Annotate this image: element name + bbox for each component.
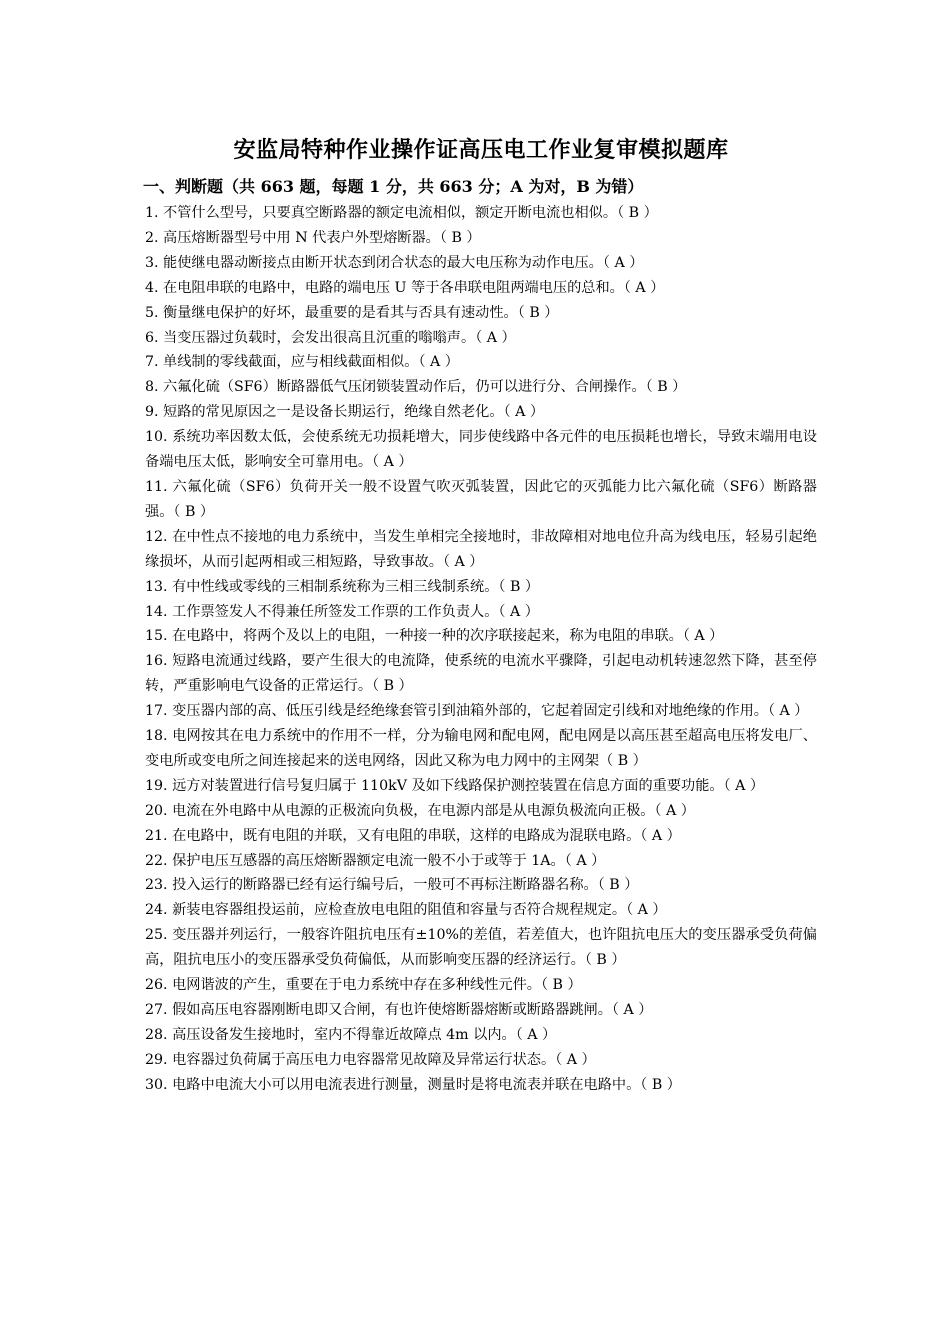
question-item: 11. 六氟化硫（SF6）负荷开关一般不设置气吹灭弧装置，因此它的灭弧能力比六氟化硫（SF6）断路器强。（ B ） bbox=[145, 478, 817, 520]
question-item: 27. 假如高压电容器刚断电即又合闸，有也许使熔断器熔断或断路器跳闸。（ A ） bbox=[145, 1002, 653, 1018]
question-item: 10. 系统功率因数太低，会使系统无功损耗增大，同步使线路中各元件的电压损耗也增长，导致末端用电设备端电压太低，影响安全可靠用电。（ A ） bbox=[145, 429, 817, 471]
question-item: 5. 衡量继电保护的好坏，最重要的是看其与否具有速动性。（ B ） bbox=[145, 304, 559, 321]
question-item: 23. 投入运行的断路器已经有运行编号后，一般可不再标注断路器名称。（ B ） bbox=[145, 877, 639, 894]
question-item: 29. 电容器过负荷属于高压电力电容器常见故障及异常运行状态。（ A ） bbox=[145, 1051, 596, 1068]
question-item: 2. 高压熔断器型号中用 N 代表户外型熔断器。（ B ） bbox=[145, 229, 481, 246]
question-item: 7. 单线制的零线截面，应与相线截面相似。（ A ） bbox=[145, 354, 459, 371]
question-item: 28. 高压设备发生接地时，室内不得靠近故障点 4m 以内。（ A ） bbox=[145, 1026, 557, 1043]
section-heading: 一、判断题（共 663 题，每题 1 分，共 663 分；A 为对，B 为错） bbox=[143, 177, 644, 196]
question-item: 22. 保护电压互感器的高压熔断器额定电流一般不小于或等于 1A。（ A ） bbox=[145, 852, 606, 869]
question-item: 8. 六氟化硫（SF6）断路器低气压闭锁装置动作后，仍可以进行分、合闸操作。（ B ） bbox=[145, 379, 687, 396]
question-item: 21. 在电路中，既有电阻的并联，又有电阻的串联，这样的电路成为混联电路。（ A ） bbox=[145, 827, 681, 844]
question-item: 19. 远方对装置进行信号复归属于 110kV 及如下线路保护测控装置在信息方面的重要功能。（ A ） bbox=[145, 777, 765, 794]
question-item: 4. 在电阻串联的电路中，电路的端电压 U 等于各串联电阻两端电压的总和。（ A ） bbox=[145, 279, 665, 296]
question-item: 9. 短路的常见原因之一是设备长期运行，绝缘自然老化。（ A ） bbox=[145, 404, 545, 421]
document-title: 安监局特种作业操作证高压电工作业复审模拟题库 bbox=[233, 137, 729, 163]
question-item: 6. 当变压器过负载时，会发出很高且沉重的嗡嗡声。（ A ） bbox=[145, 329, 516, 346]
question-item: 18. 电网按其在电力系统中的作用不一样，分为输电网和配电网，配电网是以高压甚至超高电压将发电厂、变电所或变电所之间连接起来的送电网络，因此又称为电力网中的主网架（ B ） bbox=[145, 728, 817, 769]
question-item: 24. 新装电容器组投运前，应检查放电电阻的阻值和容量与否符合规程规定。（ A ） bbox=[145, 902, 667, 919]
question-item: 3. 能使继电器动断接点由断开状态到闭合状态的最大电压称为动作电压。（ A ） bbox=[145, 254, 644, 271]
question-item: 30. 电路中电流大小可以用电流表进行测量，测量时是将电流表并联在电路中。（ B ） bbox=[145, 1076, 681, 1093]
question-list bbox=[145, 201, 817, 1098]
question-item: 1. 不管什么型号，只要真空断路器的额定电流相似，额定开断电流也相似。（ B ） bbox=[145, 205, 658, 221]
question-item: 25. 变压器并列运行，一般容许阻抗电压有±10%的差值，若差值大，也许阻抗电压大的变压器承受负荷偏高，阻抗电压小的变压器承受负荷偏低，从而影响变压器的经济运行。（ B ） bbox=[145, 927, 817, 969]
document-page bbox=[145, 133, 817, 1098]
question-item: 17. 变压器内部的高、低压引线是经绝缘套管引到油箱外部的，它起着固定引线和对地绝缘的作用。（ A ） bbox=[145, 703, 809, 720]
question-item: 12. 在中性点不接地的电力系统中，当发生单相完全接地时，非故障相对地电位升高为线电压，轻易引起绝缘损坏，从而引起两相或三相短路，导致事故。（ A ） bbox=[145, 528, 817, 570]
question-item: 20. 电流在外电路中从电源的正极流向负极，在电源内部是从电源负极流向正极。（ A ） bbox=[145, 802, 695, 819]
question-item: 16. 短路电流通过线路，要产生很大的电流降，使系统的电流水平骤降，引起电动机转速忽然下降，甚至停转，严重影响电气设备的正常运行。（ B ） bbox=[145, 653, 817, 695]
question-item: 13. 有中性线或零线的三相制系统称为三相三线制系统。（ B ） bbox=[145, 578, 540, 595]
question-item: 14. 工作票签发人不得兼任所签发工作票的工作负责人。（ A ） bbox=[145, 603, 539, 620]
question-item: 15. 在电路中，将两个及以上的电阻，一种接一种的次序联接起来，称为电阻的串联。（ A ） bbox=[145, 628, 724, 645]
question-item: 26. 电网谐波的产生，重要在于电力系统中存在多种线性元件。（ B ） bbox=[145, 977, 582, 994]
